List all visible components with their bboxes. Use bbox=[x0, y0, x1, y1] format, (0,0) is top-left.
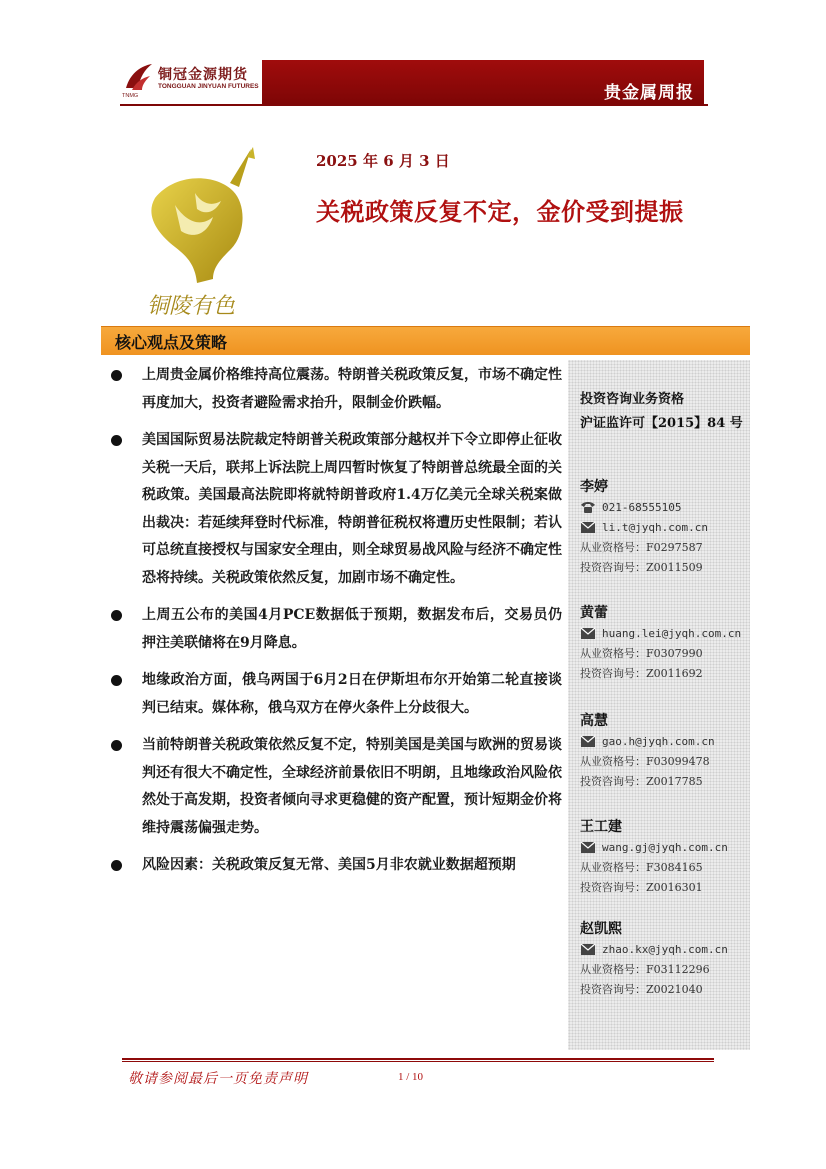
svg-text:铜陵有色: 铜陵有色 bbox=[147, 294, 236, 319]
bullet-icon bbox=[111, 675, 122, 686]
analyst-license: 从业资格号：F03099478 bbox=[580, 755, 710, 768]
envelope-icon bbox=[580, 627, 596, 640]
analyst-consult-id: 投资咨询号：Z0016301 bbox=[580, 881, 703, 894]
analyst-card bbox=[580, 602, 750, 684]
analyst-sidebar bbox=[568, 360, 750, 1050]
list-item-text: 风险因素：关税政策反复无常、美国5月非农就业数据超预期 bbox=[142, 857, 516, 873]
list-item bbox=[104, 667, 562, 722]
analyst-email[interactable]: huang.lei@jyqh.com.cn bbox=[580, 624, 750, 644]
page-number: 1 / 10 bbox=[398, 1071, 424, 1083]
logo-mark-icon bbox=[122, 60, 156, 94]
analyst-email[interactable]: zhao.kx@jyqh.com.cn bbox=[580, 940, 750, 960]
list-item-text: 地缘政治方面，俄乌两国于6月2日在伊斯坦布尔开始第二轮直接谈判已结束。媒体称，俄乌双方在停火条件上分歧很大。 bbox=[142, 672, 562, 716]
report-title: 关税政策反复不定，金价受到提振 bbox=[316, 197, 684, 226]
company-logo bbox=[120, 58, 262, 102]
list-item bbox=[104, 852, 562, 880]
list-item-text: 上周五公布的美国4月PCE数据低于预期，数据发布后，交易员仍押注美联储将在9月降息。 bbox=[142, 607, 562, 651]
analyst-consult-id: 投资咨询号：Z0011692 bbox=[580, 667, 703, 680]
report-type: 贵金属周报 bbox=[604, 83, 694, 103]
analyst-name: 王工建 bbox=[580, 819, 622, 835]
envelope-icon bbox=[580, 521, 596, 534]
analyst-license: 从业资格号：F0307990 bbox=[580, 647, 703, 660]
header-bar bbox=[262, 60, 704, 104]
key-points-list bbox=[104, 362, 562, 890]
qualification-license: 沪证监许可【2015】84 号 bbox=[580, 416, 743, 431]
analyst-consult-id: 投资咨询号：Z0011509 bbox=[580, 561, 703, 574]
envelope-icon bbox=[580, 735, 596, 748]
analyst-name: 高慧 bbox=[580, 713, 608, 729]
analyst-name: 李婷 bbox=[580, 479, 608, 495]
analyst-name: 黄蕾 bbox=[580, 605, 608, 621]
bullet-icon bbox=[111, 860, 122, 871]
analyst-card bbox=[580, 476, 750, 578]
bullet-icon bbox=[111, 610, 122, 621]
section-title: 核心观点及策略 bbox=[115, 333, 228, 352]
analyst-license: 从业资格号：F0297587 bbox=[580, 541, 703, 554]
analyst-card bbox=[580, 816, 750, 898]
footer-divider bbox=[122, 1058, 714, 1060]
disclaimer-note: 敬请参阅最后一页免责声明 bbox=[128, 1071, 308, 1087]
list-item bbox=[104, 602, 562, 657]
analyst-license: 从业资格号：F3084165 bbox=[580, 861, 703, 874]
qualification-title: 投资咨询业务资格 bbox=[580, 392, 685, 407]
envelope-icon bbox=[580, 841, 596, 854]
analyst-email[interactable]: li.t@jyqh.com.cn bbox=[580, 518, 750, 538]
company-name-en: TONGGUAN JINYUAN FUTURES bbox=[158, 83, 259, 90]
analyst-license: 从业资格号：F03112296 bbox=[580, 963, 710, 976]
analyst-card bbox=[580, 918, 750, 1000]
phone-icon bbox=[580, 501, 596, 514]
envelope-icon bbox=[580, 943, 596, 956]
analyst-card bbox=[580, 710, 750, 792]
emblem-icon bbox=[135, 143, 265, 323]
list-item bbox=[104, 427, 562, 592]
analyst-email[interactable]: wang.gj@jyqh.com.cn bbox=[580, 838, 750, 858]
header-divider bbox=[120, 104, 708, 106]
footer-divider-thin bbox=[122, 1061, 714, 1062]
section-header bbox=[101, 326, 750, 355]
analyst-consult-id: 投资咨询号：Z0017785 bbox=[580, 775, 703, 788]
bullet-icon bbox=[111, 740, 122, 751]
company-abbr: TNMG bbox=[122, 93, 139, 99]
list-item bbox=[104, 732, 562, 842]
analyst-name: 赵凯熙 bbox=[580, 921, 622, 937]
bullet-icon bbox=[111, 435, 122, 446]
list-item-text: 上周贵金属价格维持高位震荡。特朗普关税政策反复，市场不确定性再度加大，投资者避险需求抬升，限制金价跌幅。 bbox=[142, 367, 562, 411]
company-name-cn: 铜冠金源期货 bbox=[158, 67, 248, 83]
list-item-text: 当前特朗普关税政策依然反复不定，特别美国是美国与欧洲的贸易谈判还有很大不确定性，全球经济前景依旧不明朗，且地缘政治风险依然处于高发期，投资者倾向寻求更稳健的资产配置，预计短期金价将维持震荡偏强走势。 bbox=[142, 737, 562, 836]
list-item-text: 美国国际贸易法院裁定特朗普关税政策部分越权并下令立即停止征收关税一天后，联邦上诉法院上周四暂时恢复了特朗普总统最全面的关税政策。美国最高法院即将就特朗普政府1.4万亿美元全球关税案做出裁决：若延续拜登时代标准，特朗普征税权将遭历史性限制；若认可总统直接授权与国家安全理由，则全球贸易战风险与经济不确定性恐将持续。关税政策依然反复，加剧市场不确定性。 bbox=[142, 432, 562, 586]
list-item bbox=[104, 362, 562, 417]
bullet-icon bbox=[111, 370, 122, 381]
analyst-consult-id: 投资咨询号：Z0021040 bbox=[580, 983, 703, 996]
analyst-phone: 021-68555105 bbox=[580, 498, 750, 518]
analyst-email[interactable]: gao.h@jyqh.com.cn bbox=[580, 732, 750, 752]
report-date: 2025 年 6 月 3 日 bbox=[316, 152, 450, 170]
